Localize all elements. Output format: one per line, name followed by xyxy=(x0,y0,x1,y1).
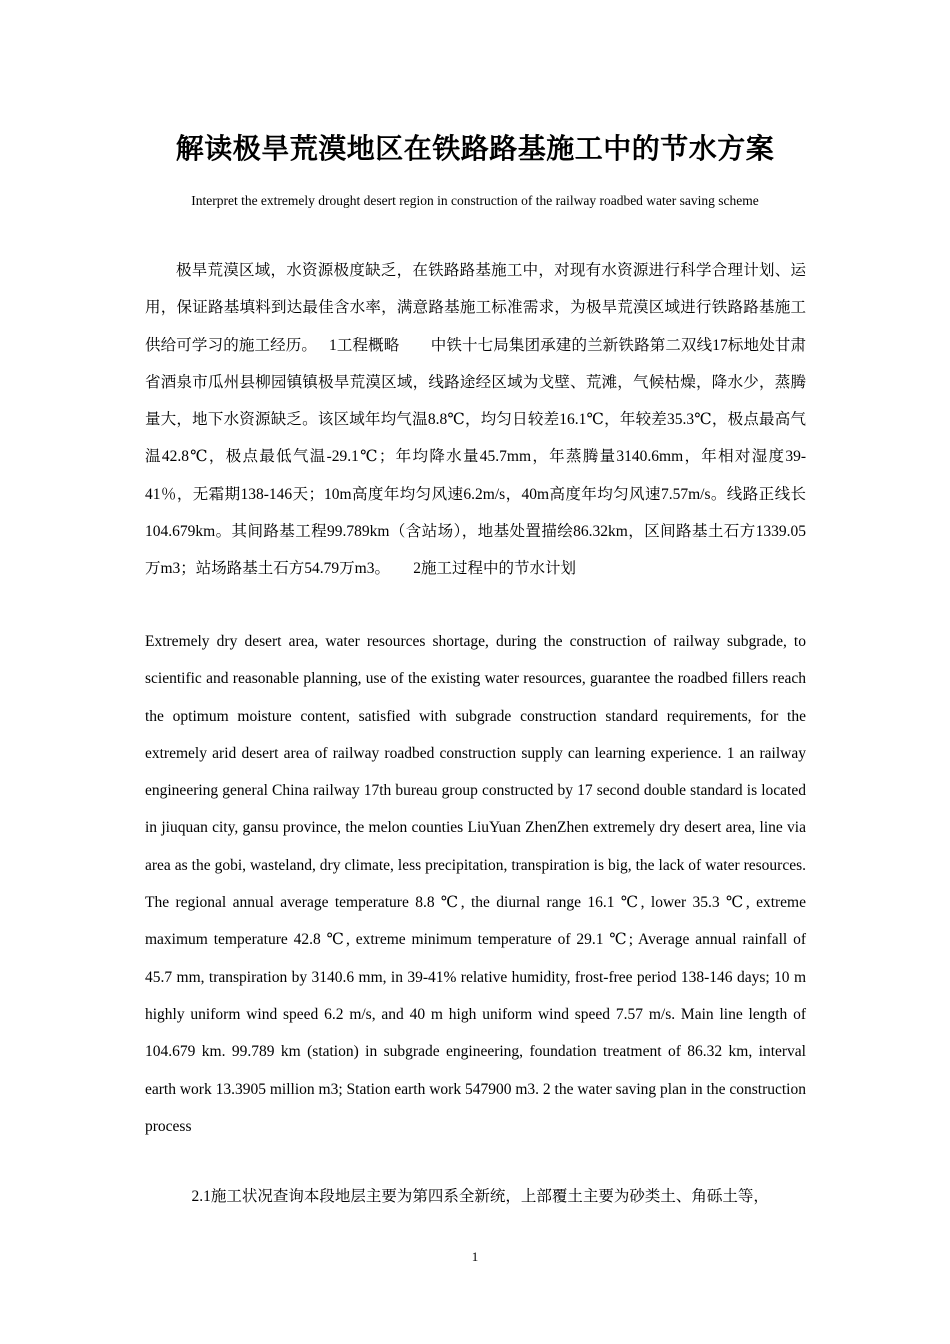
body-paragraph-chinese: 极旱荒漠区域，水资源极度缺乏，在铁路路基施工中，对现有水资源进行科学合理计划、运用，保证路基填料到达最佳含水率，满意路基施工标准需求，为极旱荒漠区域进行铁路路基施工供给可学习的施工经历。 1工程概略 中铁十七局集团承建的兰新铁路第二双线17标地处甘肃省酒泉市瓜州县柳园镇镇极旱荒漠区域，线路途经区域为戈壁、荒滩，气候枯燥，降水少，蒸腾量大，地下水资源缺乏。该区域年均气温8.8℃，均匀日较差16.1℃，年较差35.3℃，极点最高气温42.8℃，极点最低气温-29.1℃；年均降水量45.7mm，年蒸腾量3140.6mm，年相对湿度39-41％，无霜期138-146天；10m高度年均匀风速6.2m/s，40m高度年均匀风速7.57m/s。线路正线长104.679km。其间路基工程99.789km（含站场），地基处置描绘86.32km，区间路基土石方1339.05万m3；站场路基土石方54.79万m3。 2施工过程中的节水计划 xyxy=(145,262,806,578)
page-number: 1 xyxy=(471,1249,479,1264)
document-subtitle: Interpret the extremely drought desert region in construction of the railway roadbed water saving scheme xyxy=(191,193,759,208)
body-paragraph-section-2-1: 2.1施工状况查询本段地层主要为第四系全新统，上部覆土主要为砂类土、角砾土等， xyxy=(191,1188,769,1205)
body-paragraph-english: Extremely dry desert area, water resources shortage, during the construction of railway subgrade, to scientific and reasonable planning, use of the existing water resources, guarantee the roadbed fillers reach the optimum moisture content, satisfied with subgrade construction standard requirements, for the extremely arid desert area of railway roadbed construction supply can learning experience. 1 an railway engineering general China railway 17th bureau group constructed by 17 second double standard is located in jiuquan city, gansu province, the melon counties LiuYuan ZhenZhen extremely dry desert area, line via area as the gobi, wasteland, dry climate, less precipitation, transpiration is big, the lack of water resources. The regional annual average temperature 8.8 ℃, the diurnal range 16.1 ℃, lower 35.3 ℃, extreme maximum temperature 42.8 ℃, extreme minimum temperature of 29.1 ℃; Average annual rainfall of 45.7 mm, transpiration by 3140.6 mm, in 39-41% relative humidity, frost-free period 138-146 days; 10 m highly uniform wind speed 6.2 m/s, and 40 m high uniform wind speed 7.57 m/s. Main line length of 104.679 km. 99.789 km (station) in subgrade engineering, foundation treatment of 86.32 km, interval earth work 13.3905 million m3; Station earth work 547900 m3. 2 the water saving plan in the construction process xyxy=(145,633,806,1135)
document-title: 解读极旱荒漠地区在铁路路基施工中的节水方案 xyxy=(175,134,775,165)
